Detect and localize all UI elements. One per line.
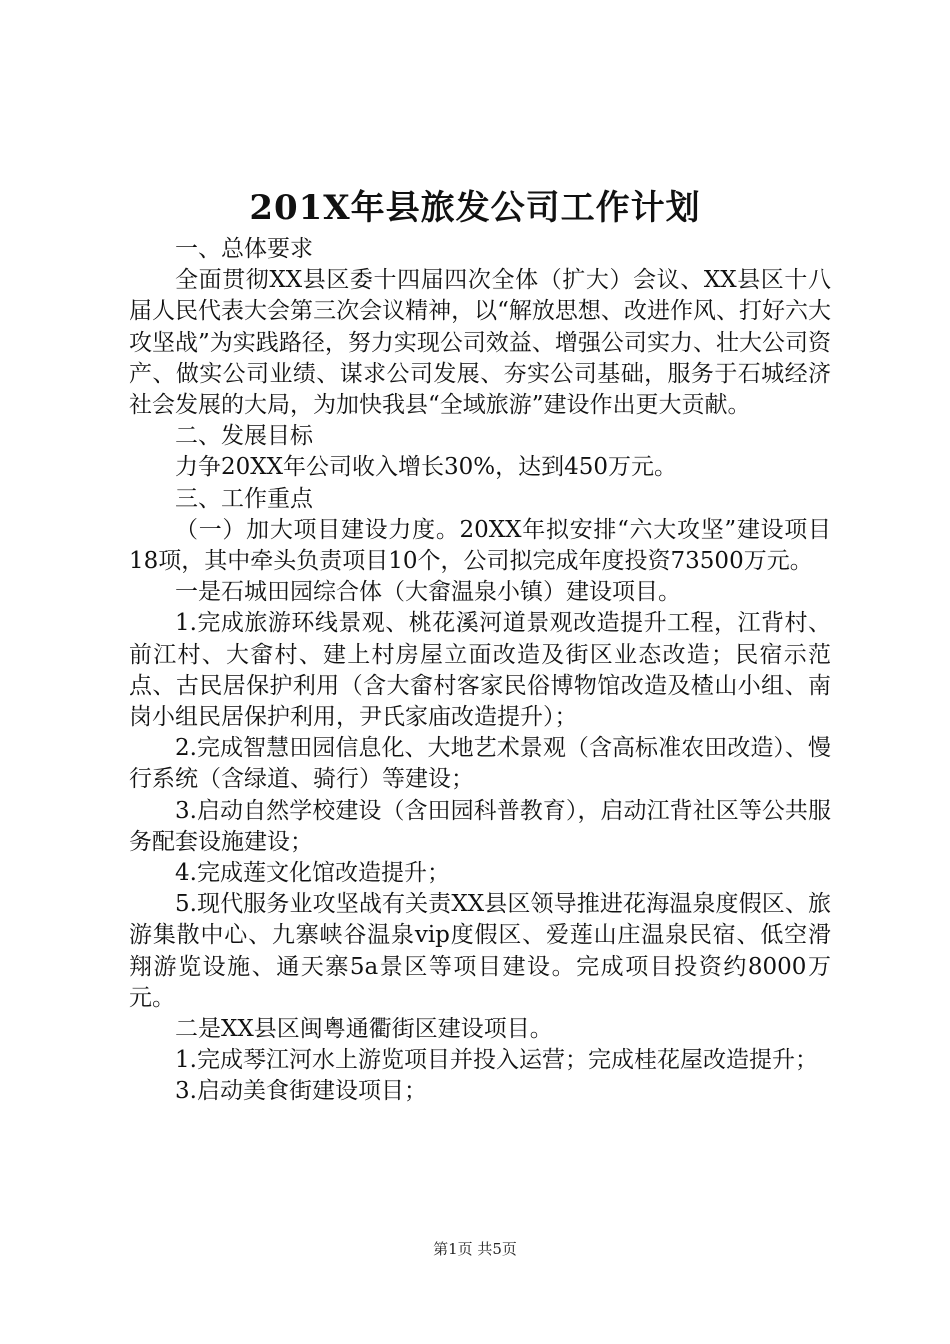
paragraph: 全面贯彻XX县区委十四届四次全体（扩大）会议、XX县区十八届人民代表大会第三次会议精神，以“解放思想、改进作风、打好六大攻坚战”为实践路径，努力实现公司效益、增强公司实力、壮大公司资产、做实公司业绩、谋求公司发展、夯实公司基础，服务于石城经济社会发展的大局，为加快我县“全域旅游”建设作出更大贡献。: [129, 267, 831, 419]
paragraph: 二是XX县区闽粤通衢街区建设项目。: [175, 1016, 553, 1043]
paragraph: （一）加大项目建设力度。20XX年拟安排“六大攻坚”建设项目18项，其中牵头负责项目10个，公司拟完成年度投资73500万元。: [129, 516, 831, 575]
list-item: 1.完成琴江河水上游览项目并投入运营；完成桂花屋改造提升；: [175, 1047, 818, 1074]
paragraph: 力争20XX年公司收入增长30%，达到450万元。: [175, 454, 678, 481]
list-item: 3.启动自然学校建设（含田园科普教育），启动江背社区等公共服务配套设施建设；: [129, 797, 831, 855]
section-heading-overall-requirements: 一、总体要求: [175, 236, 313, 262]
section-heading-development-goals: 二、发展目标: [175, 423, 313, 450]
paragraph: 一是石城田园综合体（大畲温泉小镇）建设项目。: [175, 579, 681, 606]
list-item: 1.完成旅游环线景观、桃花溪河道景观改造提升工程，江背村、前江村、大畲村、建上村房屋立面改造及街区业态改造；民宿示范点、古民居保护利用（含大畲村客家民俗博物馆改造及楂山小组、南岗小组民居保护利用，尹氏家庙改造提升）；: [129, 610, 831, 731]
list-item: 3.启动美食街建设项目；: [175, 1078, 427, 1105]
document-body: [129, 234, 831, 1108]
list-item: 4.完成莲文化馆改造提升；: [175, 860, 450, 887]
section-heading-work-priorities: 三、工作重点: [175, 485, 313, 512]
page-footer: 第1页 共5页: [433, 1240, 517, 1258]
list-item: 2.完成智慧田园信息化、大地艺术景观（含高标准农田改造）、慢行系统（含绿道、骑行）等建设；: [129, 735, 831, 793]
list-item: 5.现代服务业攻坚战有关责XX县区领导推进花海温泉度假区、旅游集散中心、九寨峡谷温泉vip度假区、爱莲山庄温泉民宿、低空滑翔游览设施、通天寨5a景区等项目建设。完成项目投资约8000万元。: [129, 891, 831, 1011]
document-title: 201X年县旅发公司工作计划: [249, 188, 701, 228]
